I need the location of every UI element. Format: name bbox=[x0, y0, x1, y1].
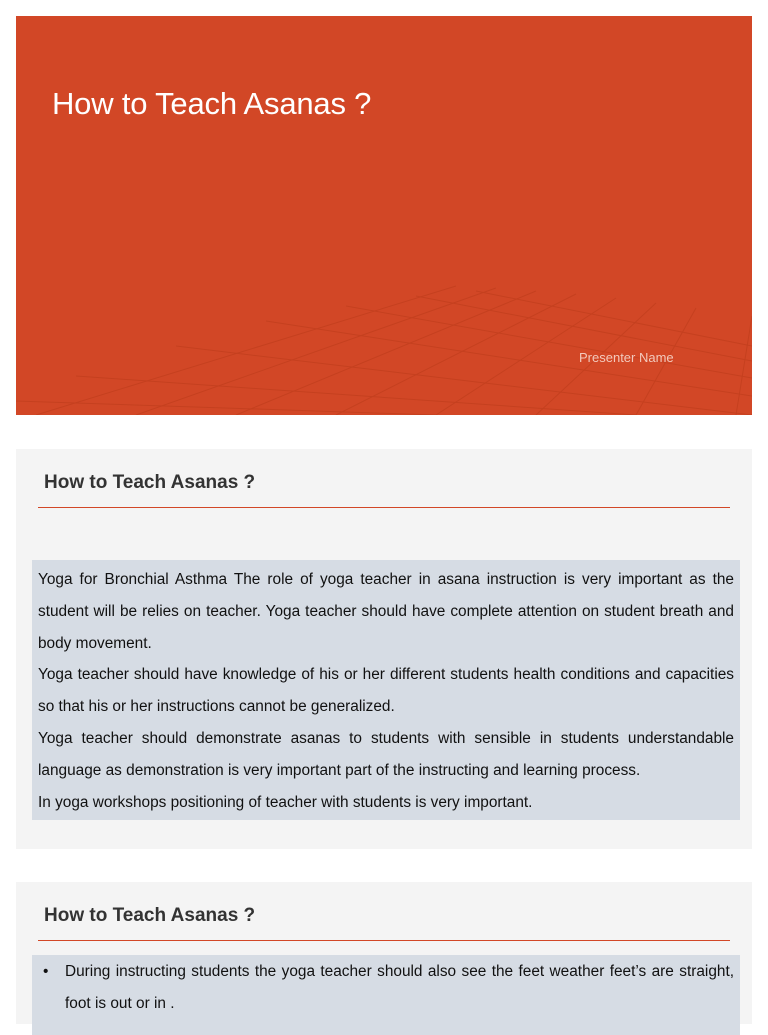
paragraph: Yoga teacher should demonstrate asanas to students with sensible in students understandable language as demonstration is very important part of the instructing and learning process. bbox=[38, 729, 734, 779]
paragraph: Yoga for Bronchial Asthma The role of yoga teacher in asana instruction is very important as the student will be relies on teacher. Yoga teacher should have complete attention on student breath and body movement. bbox=[38, 571, 734, 652]
title-slide bbox=[16, 16, 752, 415]
slide-title: How to Teach Asanas ? bbox=[52, 86, 372, 121]
bullet-icon: • bbox=[43, 963, 49, 980]
bullet-text: During instructing students the yoga teacher should also see the feet weather feet’s are straight, foot is out or in . bbox=[65, 963, 734, 1012]
heading-divider bbox=[38, 507, 730, 508]
content-slide-2 bbox=[16, 449, 752, 849]
presenter-name: Presenter Name bbox=[579, 350, 674, 365]
content-text-box bbox=[32, 560, 740, 820]
content-slide-3 bbox=[16, 882, 752, 1024]
bullet-text-box bbox=[32, 955, 740, 1035]
paragraph: Yoga teacher should have knowledge of his or her different students health conditions and capacities so that his or her instructions cannot be generalized. bbox=[38, 666, 734, 716]
slide-heading: How to Teach Asanas ? bbox=[44, 905, 256, 926]
paragraph: In yoga workshops positioning of teacher with students is very important. bbox=[38, 793, 533, 811]
heading-divider bbox=[38, 940, 730, 941]
bullet-item bbox=[38, 956, 734, 1020]
slide-heading: How to Teach Asanas ? bbox=[44, 472, 256, 493]
